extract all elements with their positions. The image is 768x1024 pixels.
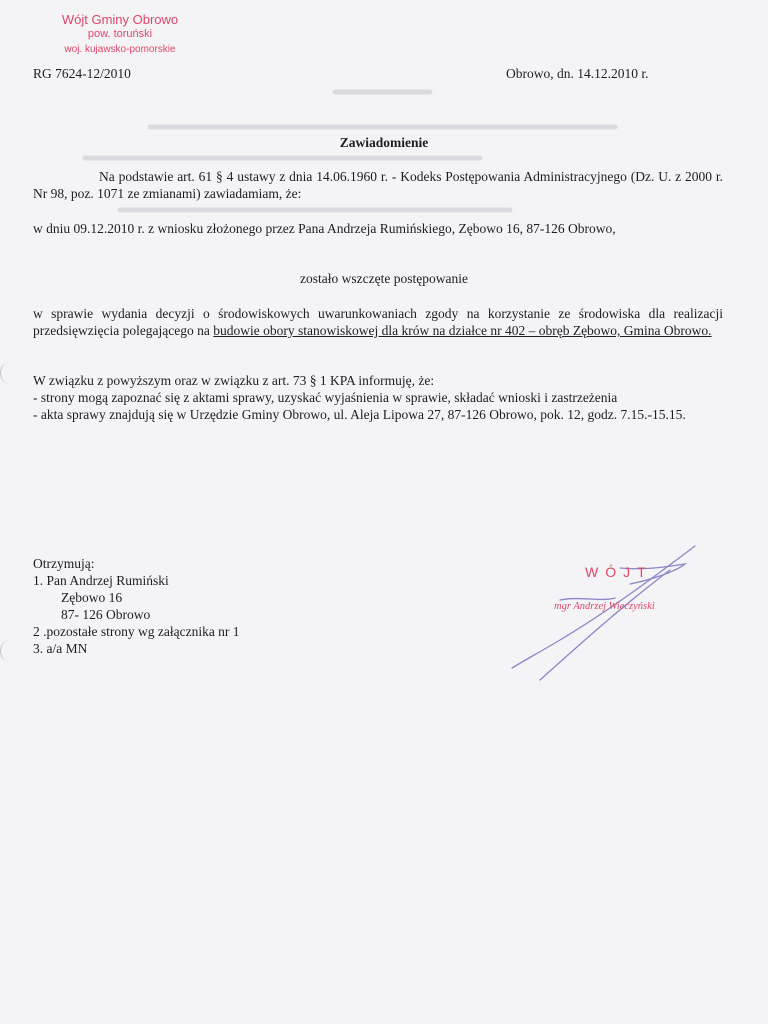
recipient-1-address-1: Zębowo 16 [61,590,123,605]
proceeding-initiated: zostało wszczęte postępowanie [300,271,468,286]
stamp-line-2: pow. toruński [87,28,153,40]
reference-number: RG 7624-12/2010 [33,66,131,81]
stamp-line-1: Wójt Gminy Obrowo [61,12,179,27]
recipients-block [33,555,240,657]
recipients-label: Otrzymują: [33,556,95,571]
document-title: Zawiadomienie [339,135,429,150]
subject-underlined-text: budowie obory stanowiskowej dla krów na działce nr 402 – obręb Zębowo, Gmina Obrowo. [213,323,712,338]
recipient-2: 2 .pozostałe strony wg załącznika nr 1 [33,624,240,639]
information-item-2: - akta sprawy znajdują się w Urzędzie Gminy Obrowo, ul. Aleja Lipowa 27, 87-126 Obrowo, pok. 12, godz. 7.15.-15.15. [33,407,686,422]
information-intro: W związku z powyższym oraz w związku z art. 73 § 1 KPA informuję, że: [33,373,435,388]
punch-hole-mark [0,362,19,384]
legal-basis-paragraph: Na podstawie art. 61 § 4 ustawy z dnia 14.06.1960 r. - Kodeks Postępowania Administracyjnego (Dz. U. z 2000 r. Nr 98, poz. 1071 ze zmianami) zawiadamiam, że: [33,169,723,201]
information-paragraph [33,372,723,423]
information-item-1: - strony mogą zapoznać się z aktami sprawy, uzyskać wyjaśnienia w sprawie, składać wnioski i zastrzeżenia [33,390,618,405]
recipient-1: 1. Pan Andrzej Rumiński [33,573,169,588]
place-date: Obrowo, dn. 14.12.2010 r. [506,66,649,81]
office-stamp [40,12,200,57]
recipient-1-address-2: 87- 126 Obrowo [61,607,151,622]
application-paragraph: w dniu 09.12.2010 r. z wniosku złożonego przez Pana Andrzeja Rumińskiego, Zębowo 16, 87-126 Obrowo, [33,221,616,236]
recipient-3: 3. a/a MN [33,641,88,656]
subject-text: w sprawie wydania decyzji o środowiskowych uwarunkowaniach zgody na korzystanie ze środowiska dla realizacji przedsięwzięcia polegającego na [33,306,723,338]
handwritten-signature [500,540,710,690]
punch-hole-mark [0,640,19,662]
signature-title: WÓJT [585,564,653,580]
subject-paragraph [33,305,723,339]
signature-name: mgr Andrzej Wieczyński [554,601,655,612]
stamp-line-3: woj. kujawsko-pomorskie [64,44,176,55]
